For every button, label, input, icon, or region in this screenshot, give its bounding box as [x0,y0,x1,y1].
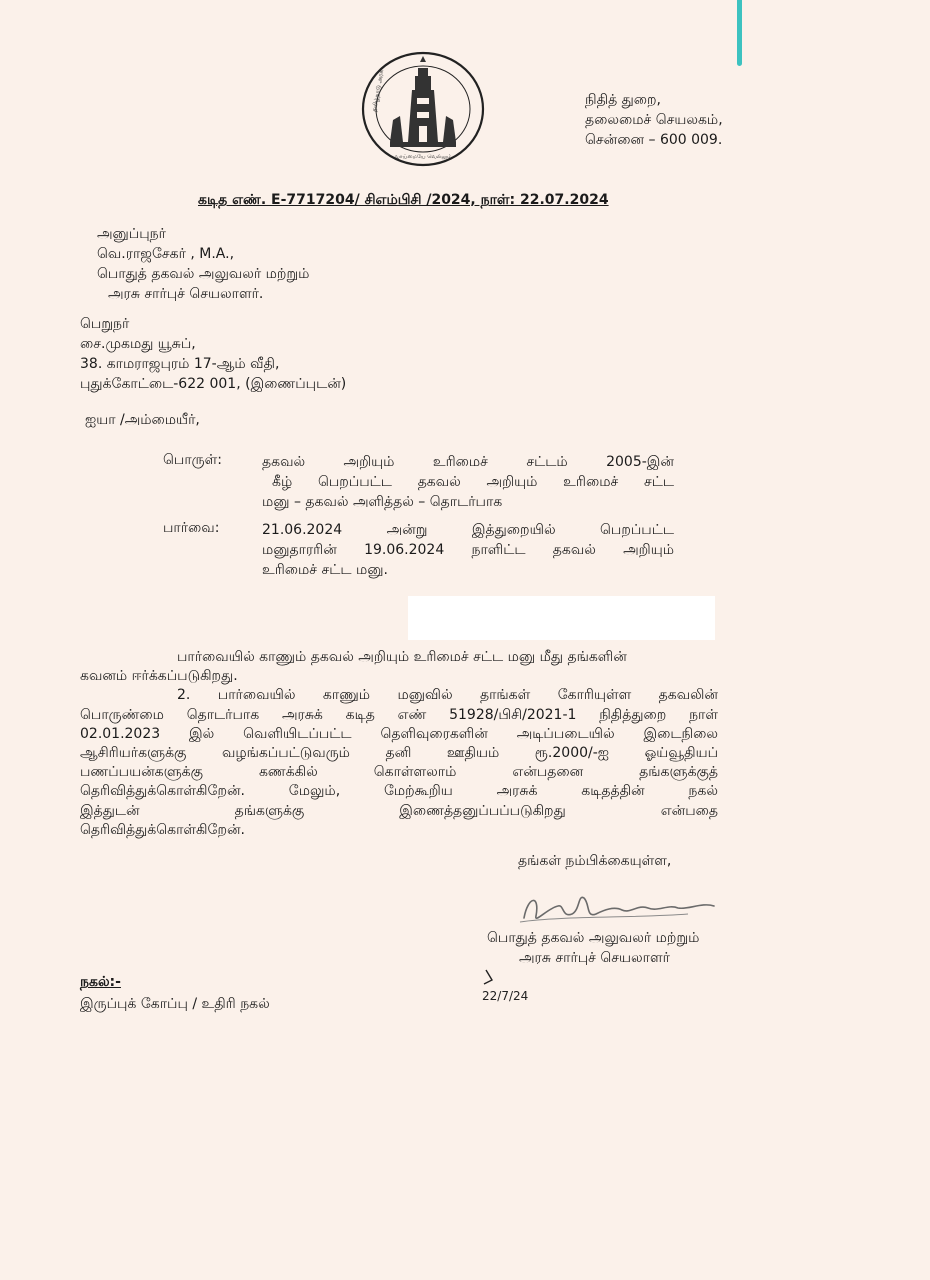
salutation: ஐயா /அம்மையீர், [85,412,200,428]
tamil-nadu-emblem [360,50,486,168]
redaction-box [408,596,715,640]
initials-date-mark [478,966,534,1006]
letter-reference: கடித எண். E-7717204/ சிஎம்பிசி /2024, நாள்: 22.07.2024 [198,192,609,208]
copy-recipients: இருப்புக் கோப்பு / உதிரி நகல் [80,996,270,1012]
letter-body: பார்வையில் காணும் தகவல் அறியும் உரிமைச் சட்ட மனு மீது தங்களின் கவனம் ஈர்க்கப்படுகிறது. 2. பார்வையில் காணும் மனுவில் தாங்கள் கோரியுள்ள தகவலின் பொருண்மை தொடர்பாக அரசுக் கடித எண் 51928/பிசி/2021-1 நிதித்துறை நாள் 02.01.2023 இல் வெளியிடப்பட்ட தெளிவுரைகளின் அடிப்படையில் இடைநிலை ஆசிரியர்களுக்கு வழங்கப்பட்டுவரும் தனி ஊதியம் ரூ.2000/-ஐ ஓய்வூதியப் பணப்பயன்களுக்கு கணக்கில் கொள்ளலாம் என்பதனை தங்களுக்குத் தெரிவித்துக்கொள்கிறேன். மேலும், மேற்கூறிய அரசுக் கடிதத்தின் நகல் இத்துடன் தங்களுக்கு இணைத்தனுப்பப்படுகிறது என்பதை தெரிவித்துக்கொள்கிறேன். [80,649,718,838]
scroll-indicator [737,0,742,66]
copy-heading: நகல்:- [80,974,121,990]
initial-date: 22/7/24 [482,989,529,1003]
emblem-text: தமிழ்நாடு அரசு [371,69,386,113]
department-address: நிதித் துறை, தலைமைச் செயலகம், சென்னை – 600 009. [585,92,723,148]
subject-text: தகவல் அறியும் உரிமைச் சட்டம் 2005-இன் கீழ் பெறப்பட்ட தகவல் அறியும் உரிமைச் சட்ட மனு – தகவல் அளித்தல் – தொடர்பாக [262,454,674,510]
emblem-motto: வாய்மையே வெல்லும் [394,154,452,160]
signatory-designation: பொதுத் தகவல் அலுவலர் மற்றும் அரசு சார்புச் செயலாளர் [487,930,700,966]
sender-block: அனுப்புநர் வெ.ராஜசேகர் , M.A., பொதுத் தகவல் அலுவலர் மற்றும் அரசு சார்புச் செயலாளர். [97,226,310,302]
sender-label: அனுப்புநர் [97,226,166,242]
view-label: பார்வை: [163,520,220,536]
valediction: தங்கள் நம்பிக்கையுள்ள, [518,853,672,869]
view-text: 21.06.2024 அன்று இத்துறையில் பெறப்பட்ட மனுதாரரின் 19.06.2024 நாளிட்ட தகவல் அறியும் உரிமைச் சட்ட மனு. [262,522,674,578]
recipient-label: பெறுநர் [80,316,130,332]
recipient-block: பெறுநர் சை.முகமது யூசுப், 38. காமராஜபுரம் 17-ஆம் வீதி, புதுக்கோட்டை-622 001, (இணைப்புடன்) [80,316,347,392]
signature [518,888,718,928]
subject-label: பொருள்: [163,452,222,468]
